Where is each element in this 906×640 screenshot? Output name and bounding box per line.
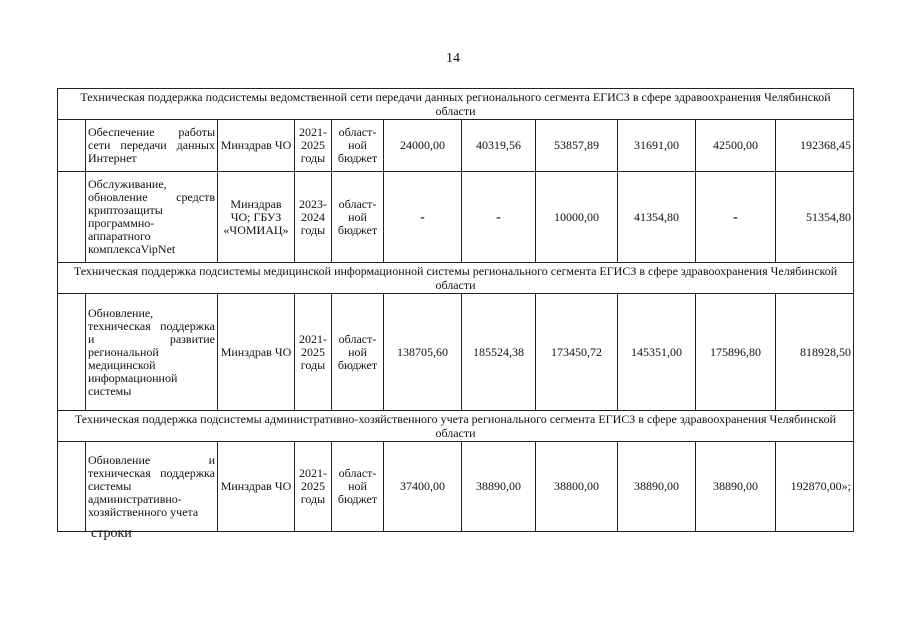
- value-year-4: 38890,00: [618, 442, 696, 532]
- value-total: 51354,80: [776, 172, 854, 263]
- value-year-4: 41354,80: [618, 172, 696, 263]
- value-total: 818928,50: [776, 294, 854, 411]
- funding-source: област-ной бюджет: [332, 120, 384, 172]
- funding-source: област-ной бюджет: [332, 294, 384, 411]
- period: 2021-2025 годы: [295, 120, 332, 172]
- value-total: 192870,00»;: [776, 442, 854, 532]
- row-index-cell: [58, 294, 86, 411]
- row-index-cell: [58, 120, 86, 172]
- value-year-3: 53857,89: [536, 120, 618, 172]
- value-year-5: 42500,00: [696, 120, 776, 172]
- section-header-row: [58, 89, 854, 120]
- funding-source: област-ной бюджет: [332, 442, 384, 532]
- period: 2021-2025 годы: [295, 294, 332, 411]
- value-year-4: 145351,00: [618, 294, 696, 411]
- table-row: [58, 120, 854, 172]
- activity-name: Обеспечение работы сети передачи данных Интернет: [86, 120, 218, 172]
- table-row: [58, 294, 854, 411]
- responsible-org: Минздрав ЧО; ГБУЗ «ЧОМИАЦ»: [218, 172, 295, 263]
- value-year-1: 138705,60: [384, 294, 462, 411]
- table-row: [58, 172, 854, 263]
- value-year-1: 24000,00: [384, 120, 462, 172]
- section-title: Техническая поддержка подсистемы ведомственной сети передачи данных регионального сегмента ЕГИСЗ в сфере здравоохранения Челябинской области: [58, 89, 854, 120]
- value-year-2: 185524,38: [462, 294, 536, 411]
- section-title: Техническая поддержка подсистемы административно-хозяйственного учета регионального сегмента ЕГИСЗ в сфере здравоохранения Челябинской области: [58, 411, 854, 442]
- value-year-3: 10000,00: [536, 172, 618, 263]
- section-header-row: [58, 263, 854, 294]
- value-year-2: 38890,00: [462, 442, 536, 532]
- period: 2021-2025 годы: [295, 442, 332, 532]
- activity-name: Обслуживание, обновление средств криптозащиты программно-аппаратного комплексаVipNet: [86, 172, 218, 263]
- value-year-5: 38890,00: [696, 442, 776, 532]
- value-total: 192368,45: [776, 120, 854, 172]
- value-year-5: -: [696, 172, 776, 263]
- value-year-5: 175896,80: [696, 294, 776, 411]
- budget-table: [57, 88, 854, 532]
- page-number: 14: [446, 51, 460, 66]
- value-year-2: 40319,56: [462, 120, 536, 172]
- value-year-3: 38800,00: [536, 442, 618, 532]
- value-year-1: -: [384, 172, 462, 263]
- row-index-cell: [58, 172, 86, 263]
- responsible-org: Минздрав ЧО: [218, 294, 295, 411]
- activity-name: Обновление и техническая поддержка системы административно-хозяйственного учета: [86, 442, 218, 532]
- section-title: Техническая поддержка подсистемы медицинской информационной системы регионального сегмента ЕГИСЗ в сфере здравоохранения Челябинской области: [58, 263, 854, 294]
- responsible-org: Минздрав ЧО: [218, 120, 295, 172]
- continuation-text: строки: [91, 526, 132, 541]
- value-year-2: -: [462, 172, 536, 263]
- funding-source: област-ной бюджет: [332, 172, 384, 263]
- period: 2023-2024 годы: [295, 172, 332, 263]
- value-year-4: 31691,00: [618, 120, 696, 172]
- value-year-1: 37400,00: [384, 442, 462, 532]
- responsible-org: Минздрав ЧО: [218, 442, 295, 532]
- activity-name: Обновление, техническая поддержка и развитие региональной медицинской информационной системы: [86, 294, 218, 411]
- table-row: [58, 442, 854, 532]
- row-index-cell: [58, 442, 86, 532]
- section-header-row: [58, 411, 854, 442]
- value-year-3: 173450,72: [536, 294, 618, 411]
